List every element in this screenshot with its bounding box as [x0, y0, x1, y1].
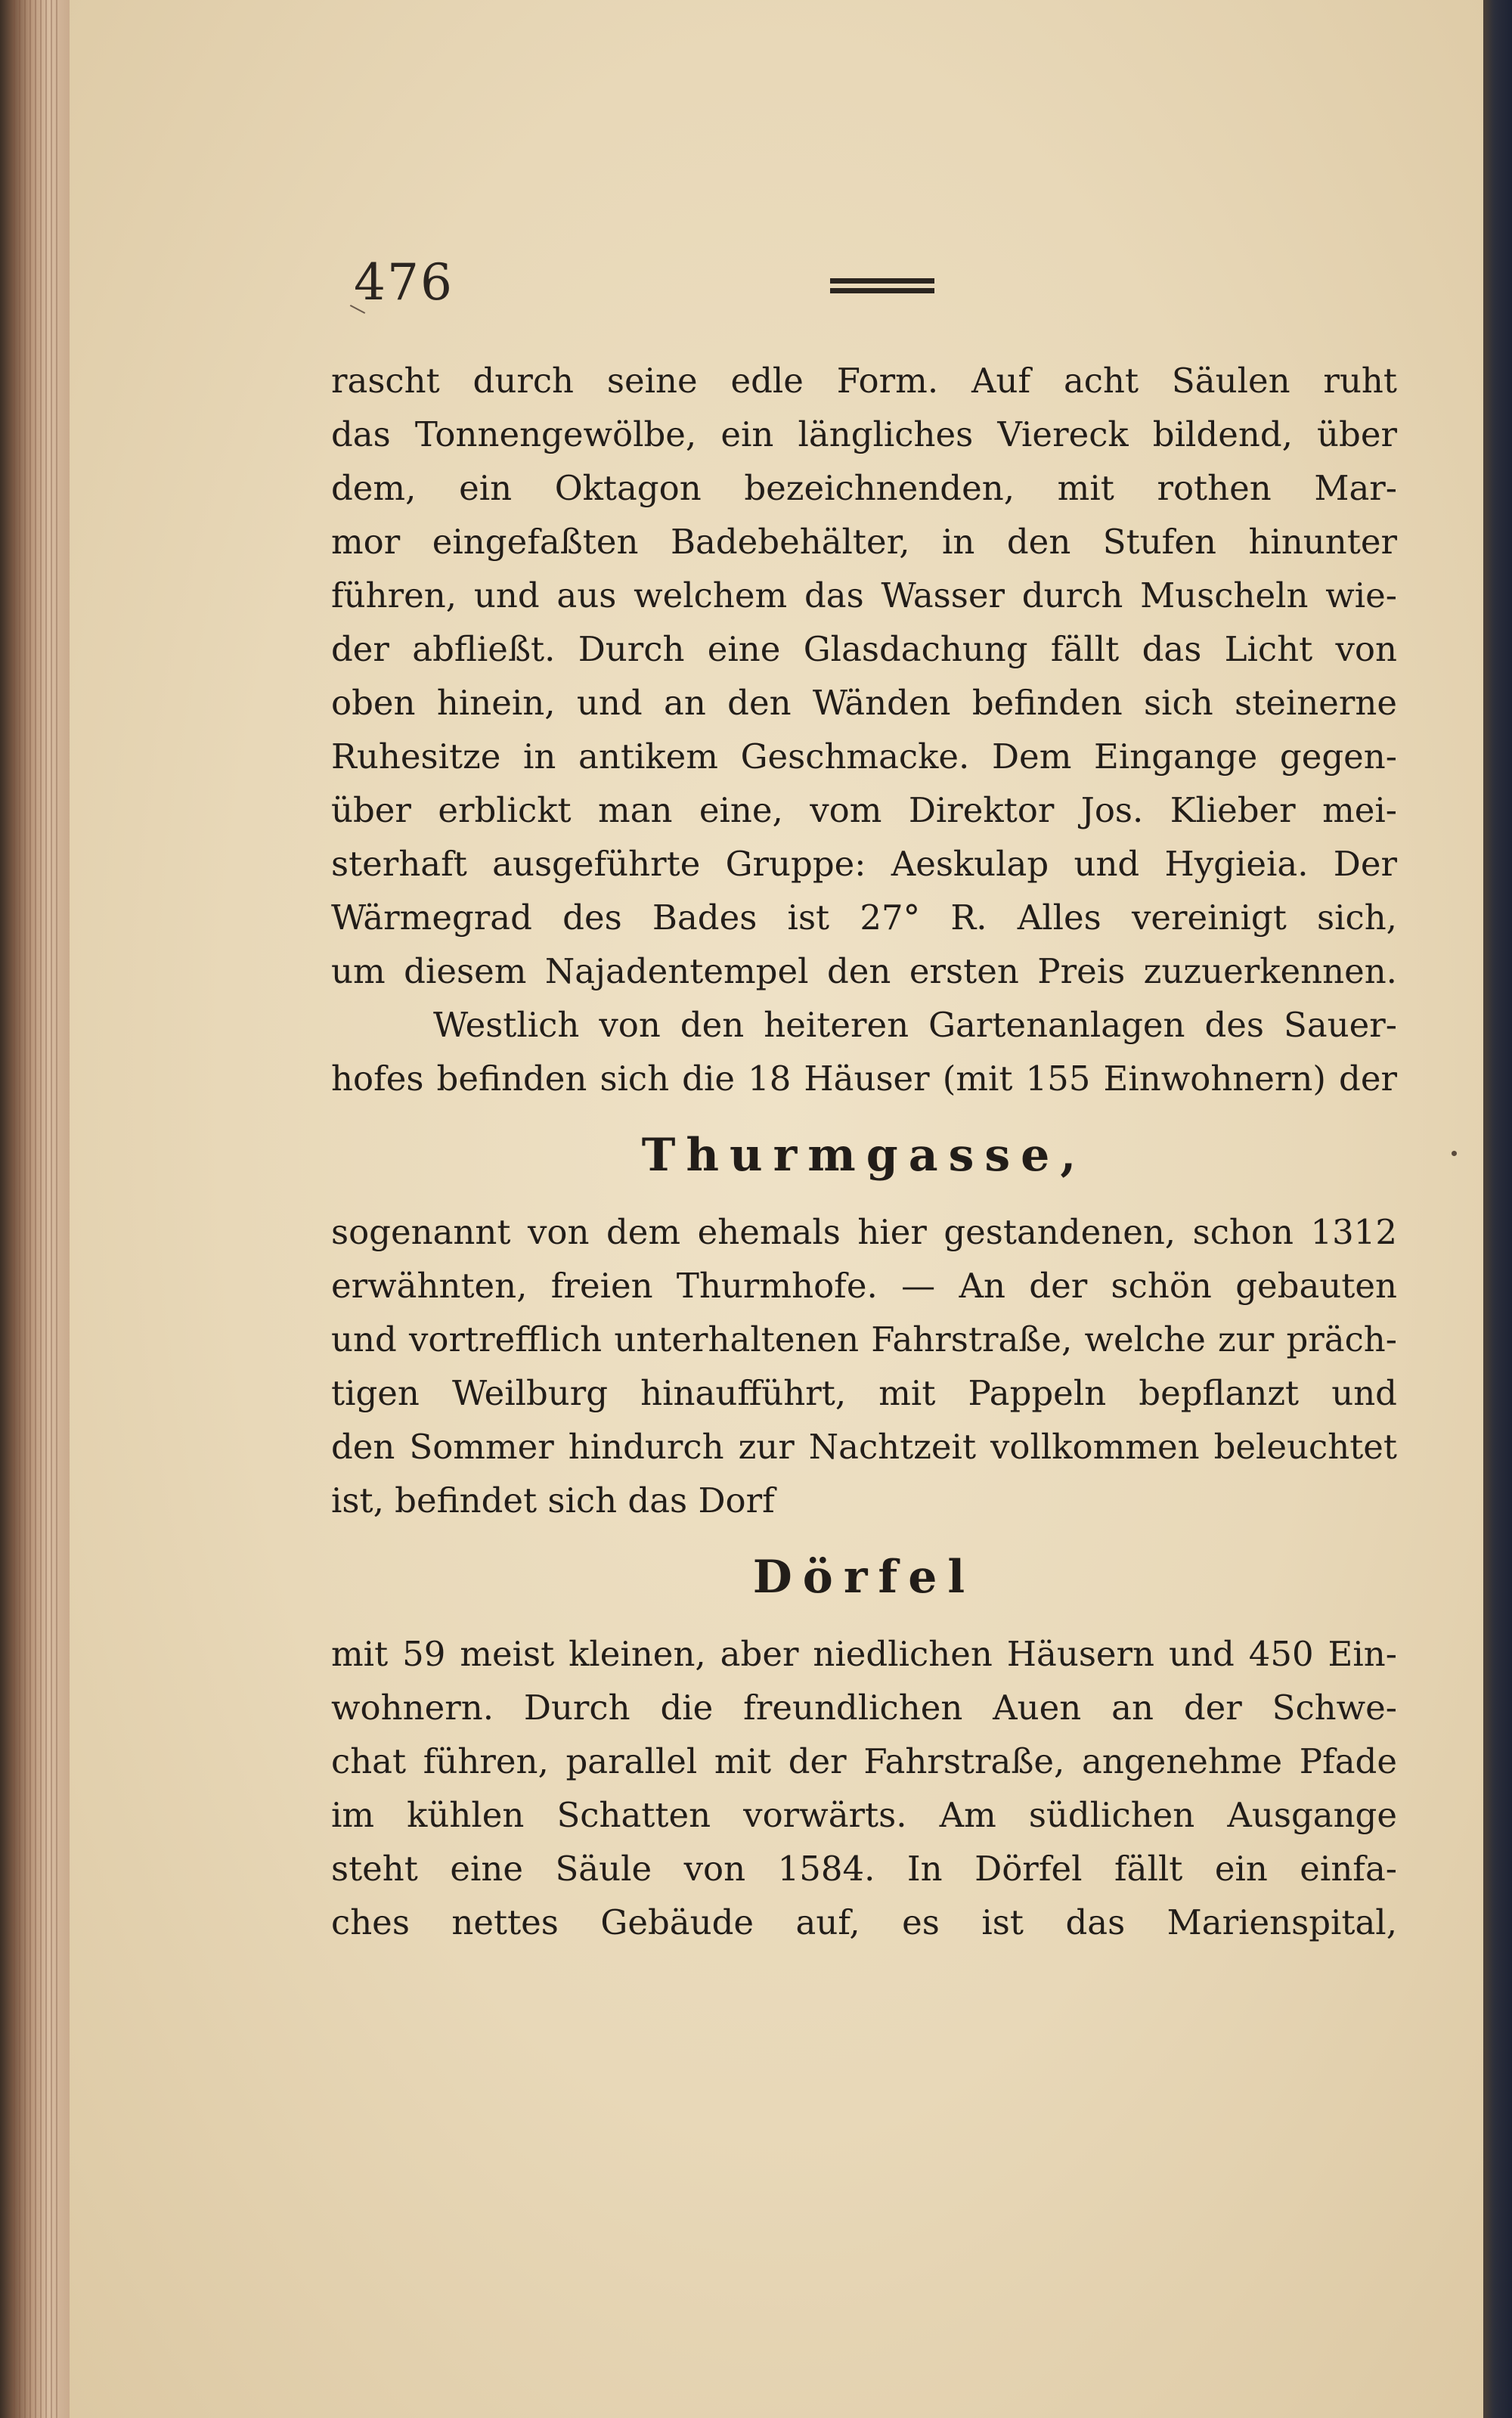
text-line: sterhaft ausgeführte Gruppe: Aeskulap und Hygieia. Der: [331, 844, 1397, 884]
text-line: und vortrefflich unterhaltenen Fahrstraße, welche zur präch-: [331, 1319, 1397, 1359]
header-rule-bar: [830, 278, 934, 284]
body-text: [331, 354, 1397, 1949]
text-line: steht eine Säule von 1584. In Dörfel fällt ein einfa-: [331, 1849, 1397, 1889]
text-line: wohnern. Durch die freundlichen Auen an der Schwe-: [331, 1688, 1397, 1728]
text-line: das Tonnengewölbe, ein längliches Viereck bildend, über: [331, 414, 1397, 454]
text-line: oben hinein, und an den Wänden befinden sich steinerne: [331, 683, 1397, 723]
header-rule: [830, 278, 934, 295]
text-line: im kühlen Schatten vorwärts. Am südlichen Ausgange: [331, 1795, 1397, 1835]
text-line: führen, und aus welchem das Wasser durch Muscheln wie-: [331, 575, 1397, 615]
text-line: Wärmegrad des Bades ist 27° R. Alles vereinigt sich,: [331, 897, 1397, 938]
margin-dot: [1452, 1151, 1457, 1156]
header-rule-bar: [830, 288, 934, 293]
text-line: hofes befinden sich die 18 Häuser (mit 155 Einwohnern) der: [331, 1059, 1397, 1099]
book-binding: [1483, 0, 1512, 2418]
text-line: sogenannt von dem ehemals hier gestandenen, schon 1312: [331, 1212, 1397, 1252]
page-edge-lines: [14, 0, 59, 2418]
text-line: ist, befindet sich das Dorf: [331, 1480, 775, 1521]
text-line: erwähnten, freien Thurmhofe. — An der schön gebauten: [331, 1266, 1397, 1306]
text-line: Westlich von den heiteren Gartenanlagen des Sauer-: [433, 1005, 1397, 1045]
text-line: tigen Weilburg hinaufführt, mit Pappeln bepflanzt und: [331, 1373, 1397, 1413]
text-line: den Sommer hindurch zur Nachtzeit vollkommen beleuchtet: [331, 1427, 1397, 1467]
text-line: mit 59 meist kleinen, aber niedlichen Häusern und 450 Ein-: [331, 1634, 1397, 1674]
text-line: dem, ein Oktagon bezeichnenden, mit rothen Mar-: [331, 468, 1397, 508]
text-line: ches nettes Gebäude auf, es ist das Marienspital,: [331, 1902, 1397, 1942]
section-heading: Dörfel: [752, 1551, 976, 1604]
page-number: 476: [354, 253, 454, 312]
text-line: rascht durch seine edle Form. Auf acht Säulen ruht: [331, 361, 1397, 401]
text-line: über erblickt man eine, vom Direktor Jos. Klieber mei-: [331, 790, 1397, 830]
text-line: mor eingefaßten Badebehälter, in den Stufen hinunter: [331, 522, 1397, 562]
text-line: chat führen, parallel mit der Fahrstraße, angenehme Pfade: [331, 1741, 1397, 1781]
text-line: der abfließt. Durch eine Glasdachung fällt das Licht von: [331, 629, 1397, 669]
text-line: Ruhesitze in antikem Geschmacke. Dem Eingange gegen-: [331, 736, 1397, 777]
section-heading: Thurmgasse,: [641, 1129, 1087, 1182]
book-page-edges: [0, 0, 70, 2418]
text-line: um diesem Najadentempel den ersten Preis zuzuerkennen.: [331, 951, 1397, 991]
